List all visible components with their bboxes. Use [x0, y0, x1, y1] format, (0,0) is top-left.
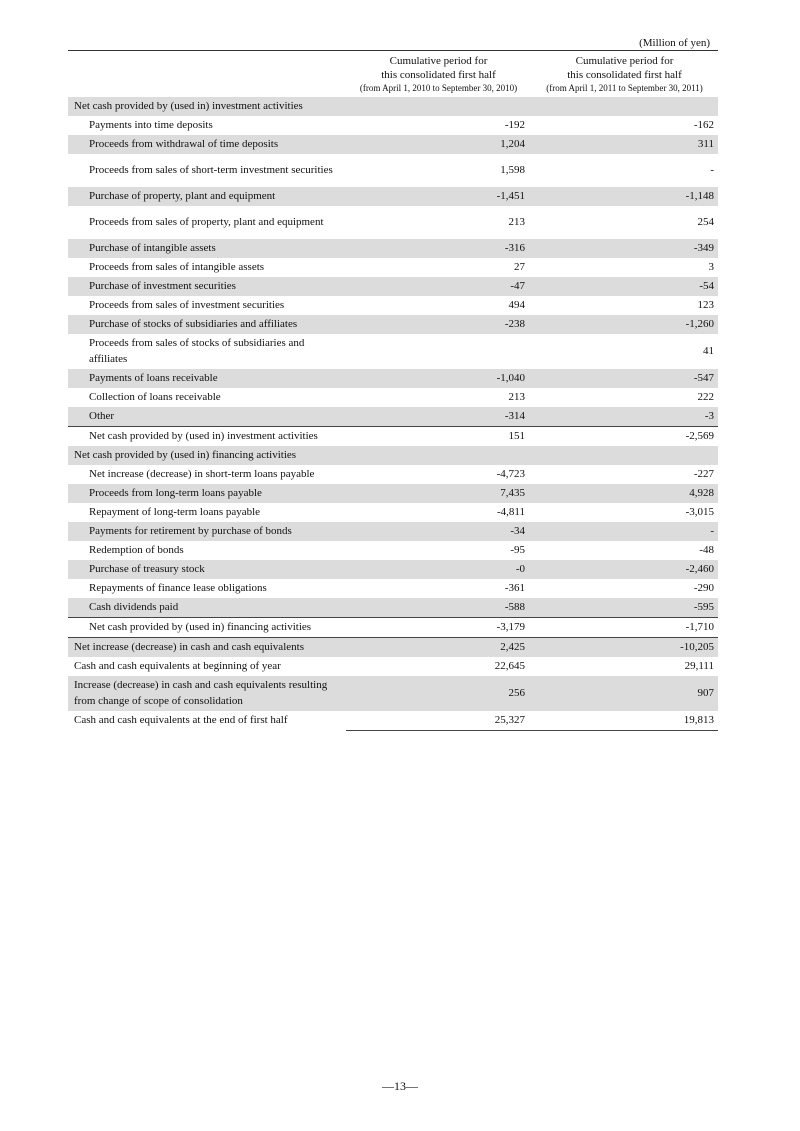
cash-flow-table [68, 50, 718, 731]
row-label: Payments for retirement by purchase of bonds [68, 522, 346, 541]
beginning-balance-row [68, 657, 718, 676]
row-label: Cash dividends paid [68, 598, 346, 618]
table-row [68, 369, 718, 388]
value-2011: 254 [697, 215, 714, 228]
value-2010: 7,435 [346, 484, 531, 503]
value-2011: 123 [697, 298, 714, 311]
row-label: Proceeds from sales of short-term investment securities [89, 164, 333, 176]
column-header-2010 [346, 52, 531, 97]
table-row [68, 315, 718, 334]
value-2010: -238 [346, 315, 531, 334]
table-row [68, 206, 718, 239]
value-2011 [531, 97, 718, 116]
value-2011: -48 [699, 543, 714, 556]
value-2010: -4,811 [496, 505, 525, 518]
table-row [68, 465, 718, 484]
value-2011: -595 [531, 598, 718, 618]
value-2011: - [531, 522, 718, 541]
row-label: Proceeds from withdrawal of time deposits [68, 135, 346, 154]
row-label: Cash and cash equivalents at the end of first half [74, 713, 288, 726]
value-2010: -361 [504, 581, 525, 594]
value-2011: -2,460 [531, 560, 718, 579]
value-2011: 4,928 [531, 484, 718, 503]
section-heading-investment [68, 97, 718, 116]
row-label: Repayment of long-term loans payable [89, 505, 261, 518]
row-label: Collection of loans receivable [89, 390, 221, 403]
value-2011: 19,813 [531, 711, 718, 731]
scope-change-row [68, 676, 718, 711]
value-2011: -349 [531, 239, 718, 258]
value-2010: -4,723 [496, 467, 525, 480]
value-2011: -2,569 [531, 427, 718, 447]
value-2010: -192 [504, 118, 525, 131]
table-row [68, 388, 718, 407]
value-2010: -3,179 [346, 618, 531, 638]
value-2010: -95 [510, 543, 525, 556]
row-label: Net increase (decrease) in short-term loans payable [89, 467, 315, 480]
table-row [68, 503, 718, 522]
value-2011: 29,111 [684, 659, 714, 672]
value-2011: -227 [693, 467, 714, 480]
column-period: (from April 1, 2011 to September 30, 2011) [546, 83, 703, 93]
value-2010: 2,425 [346, 638, 531, 658]
value-2011: -162 [693, 118, 714, 131]
value-2010: -314 [346, 407, 531, 427]
value-2010: 1,598 [500, 163, 525, 176]
value-2011: -1,260 [531, 315, 718, 334]
column-header-2011 [531, 52, 718, 97]
value-2011: -10,205 [531, 638, 718, 658]
row-label: Net cash provided by (used in) investment activities [68, 97, 346, 116]
value-2011: -290 [693, 581, 714, 594]
row-label: Proceeds from sales of investment securities [89, 298, 285, 311]
value-2010: 22,645 [494, 659, 525, 672]
table-row [68, 541, 718, 560]
value-2010: 1,204 [346, 135, 531, 154]
value-2010: -316 [346, 239, 531, 258]
value-2010: 256 [346, 676, 531, 711]
unit-label: (Million of yen) [639, 37, 710, 49]
subtotal-row-financing [68, 618, 718, 638]
row-label: Net cash provided by (used in) investment activities [68, 427, 346, 447]
table-row [68, 116, 718, 135]
value-2010: -34 [346, 522, 531, 541]
value-2011: -54 [531, 277, 718, 296]
value-2010: 25,327 [346, 711, 531, 731]
value-2011: 41 [703, 344, 714, 357]
row-label: Purchase of investment securities [68, 277, 346, 296]
value-2011: -547 [531, 369, 718, 388]
page-number: —13— [382, 1079, 418, 1093]
row-label: Net cash provided by (used in) financing activities [68, 618, 346, 638]
row-label: Proceeds from sales of property, plant and equipment [89, 216, 324, 228]
value-2011: 907 [531, 676, 718, 711]
row-label: Purchase of property, plant and equipment [68, 187, 346, 206]
value-2011: -1,710 [531, 618, 718, 638]
table-row [68, 334, 718, 369]
value-2010: -1,040 [346, 369, 531, 388]
row-label: Repayments of finance lease obligations [89, 581, 267, 594]
row-label: Proceeds from sales of stocks of subsidiaries and affiliates [89, 337, 305, 365]
table-row [68, 560, 718, 579]
column-title-line2: this consolidated first half [381, 69, 496, 81]
value-2011: -3,015 [685, 505, 714, 518]
table-row [68, 579, 718, 598]
table-row [68, 135, 718, 154]
value-2010: 494 [508, 298, 525, 311]
column-header-row [68, 52, 718, 97]
value-2011: -1,148 [531, 187, 718, 206]
row-label: Other [68, 407, 346, 427]
value-2010: -47 [346, 277, 531, 296]
column-title-line2: this consolidated first half [567, 69, 682, 81]
value-2010: -588 [346, 598, 531, 618]
row-label: Payments into time deposits [89, 118, 213, 131]
value-2010: -1,451 [346, 187, 531, 206]
table-row [68, 239, 718, 258]
row-label: Net cash provided by (used in) financing activities [68, 446, 346, 465]
row-label: Increase (decrease) in cash and cash equivalents resulting from change of scope of consolidation [68, 676, 346, 711]
subtotal-row-investment [68, 427, 718, 447]
table-row [68, 154, 718, 187]
value-2010: 151 [346, 427, 531, 447]
value-2011: 311 [531, 135, 718, 154]
value-2011 [531, 446, 718, 465]
column-title-line1: Cumulative period for [389, 55, 488, 67]
row-label: Purchase of treasury stock [68, 560, 346, 579]
row-label: Proceeds from long-term loans payable [68, 484, 346, 503]
row-label: Net increase (decrease) in cash and cash equivalents [68, 638, 346, 658]
table-row [68, 187, 718, 206]
table-row [68, 522, 718, 541]
value-2010: -0 [346, 560, 531, 579]
table-row [68, 277, 718, 296]
table-row [68, 598, 718, 618]
ending-balance-row [68, 711, 718, 731]
column-title-line1: Cumulative period for [575, 55, 674, 67]
value-2010 [346, 97, 531, 116]
value-2011: -3 [531, 407, 718, 427]
row-label: Cash and cash equivalents at beginning of year [74, 659, 281, 672]
row-label: Redemption of bonds [89, 543, 184, 556]
row-label: Proceeds from sales of intangible assets [89, 260, 265, 273]
value-2011: 222 [697, 390, 714, 403]
value-2011: 3 [708, 260, 714, 273]
section-heading-financing [68, 446, 718, 465]
column-period: (from April 1, 2010 to September 30, 2010) [359, 83, 518, 93]
net-change-row [68, 638, 718, 658]
table-row [68, 407, 718, 427]
table-row [68, 484, 718, 503]
table-row [68, 296, 718, 315]
value-2011: - [710, 163, 714, 176]
row-label: Payments of loans receivable [68, 369, 346, 388]
value-2010: 27 [514, 260, 525, 273]
row-label: Purchase of stocks of subsidiaries and affiliates [68, 315, 346, 334]
row-label: Purchase of intangible assets [68, 239, 346, 258]
value-2010: 213 [508, 390, 525, 403]
value-2010: 213 [508, 215, 525, 228]
value-2010 [346, 446, 531, 465]
table-row [68, 258, 718, 277]
value-2010 [346, 334, 531, 369]
